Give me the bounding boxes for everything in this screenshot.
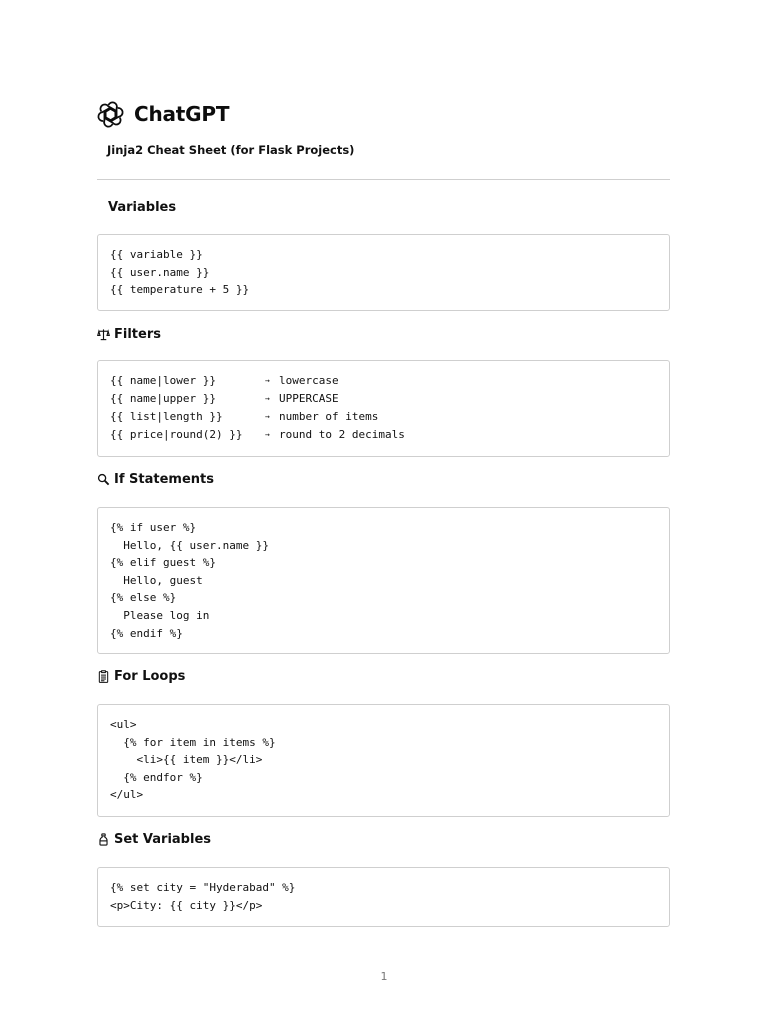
code-line: <p>City: {{ city }}</p> [110, 898, 263, 912]
code-line: {% endfor %} [110, 770, 203, 784]
code-line: {% elif guest %} [110, 556, 216, 570]
filter-row [110, 390, 657, 408]
code-block-filters [97, 360, 670, 457]
arrow-icon: → [265, 430, 270, 439]
magnifier-icon [97, 473, 110, 486]
filter-description: round to 2 decimals [279, 428, 405, 441]
code-block-set-variables [97, 867, 670, 927]
filter-code: {{ list|length }} [110, 410, 223, 423]
code-block-if-statements [97, 507, 670, 654]
bottle-icon [97, 833, 110, 846]
document-subtitle: Jinja2 Cheat Sheet (for Flask Projects) [107, 143, 355, 157]
section-heading-for-loops [97, 669, 185, 684]
code-line: <li>{{ item }}</li> [110, 753, 263, 767]
header-divider [97, 179, 670, 180]
brand-header [97, 100, 229, 128]
clipboard-icon [97, 670, 110, 683]
code-line: <ul> [110, 718, 137, 731]
code-line: {{ variable }} [110, 248, 203, 261]
code-block-for-loops [97, 704, 670, 817]
code-line: Hello, guest [110, 573, 203, 587]
filter-code: {{ price|round(2) }} [110, 428, 243, 441]
section-heading-filters [97, 327, 161, 342]
filter-row [110, 426, 657, 444]
code-line: {% if user %} [110, 521, 197, 534]
section-heading-if-statements [97, 472, 214, 487]
code-block-variables [97, 234, 670, 311]
page-number: 1 [380, 970, 388, 983]
brand-name: ChatGPT [134, 102, 230, 126]
filter-description: number of items [279, 410, 379, 423]
code-line: {% for item in items %} [110, 735, 276, 749]
scales-icon [97, 328, 110, 341]
code-line: {% else %} [110, 591, 177, 605]
section-heading-label: Variables [108, 200, 177, 215]
code-line: Hello, {{ user.name }} [110, 538, 269, 552]
filter-row [110, 372, 657, 390]
arrow-icon: → [265, 412, 270, 421]
section-heading-label: For Loops [114, 669, 186, 684]
code-line: {{ user.name }} [110, 265, 210, 279]
filter-code: {{ name|upper }} [110, 392, 216, 405]
section-heading-variables [108, 200, 176, 215]
code-line: {% set city = "Hyderabad" %} [110, 881, 296, 894]
section-heading-label: If Statements [114, 472, 214, 487]
code-line: {{ temperature + 5 }} [110, 283, 250, 297]
filter-code: {{ name|lower }} [110, 374, 216, 387]
arrow-icon: → [265, 394, 270, 403]
filter-description: lowercase [279, 374, 339, 387]
code-line: </ul> [110, 788, 144, 802]
filter-row [110, 408, 657, 426]
code-line: {% endif %} [110, 626, 183, 640]
code-line: Please log in [110, 608, 210, 622]
openai-logo-icon [97, 101, 124, 128]
section-heading-label: Filters [114, 327, 161, 342]
section-heading-label: Set Variables [114, 832, 211, 847]
arrow-icon: → [265, 376, 270, 385]
filter-description: UPPERCASE [279, 392, 339, 405]
section-heading-set-variables [97, 832, 211, 847]
